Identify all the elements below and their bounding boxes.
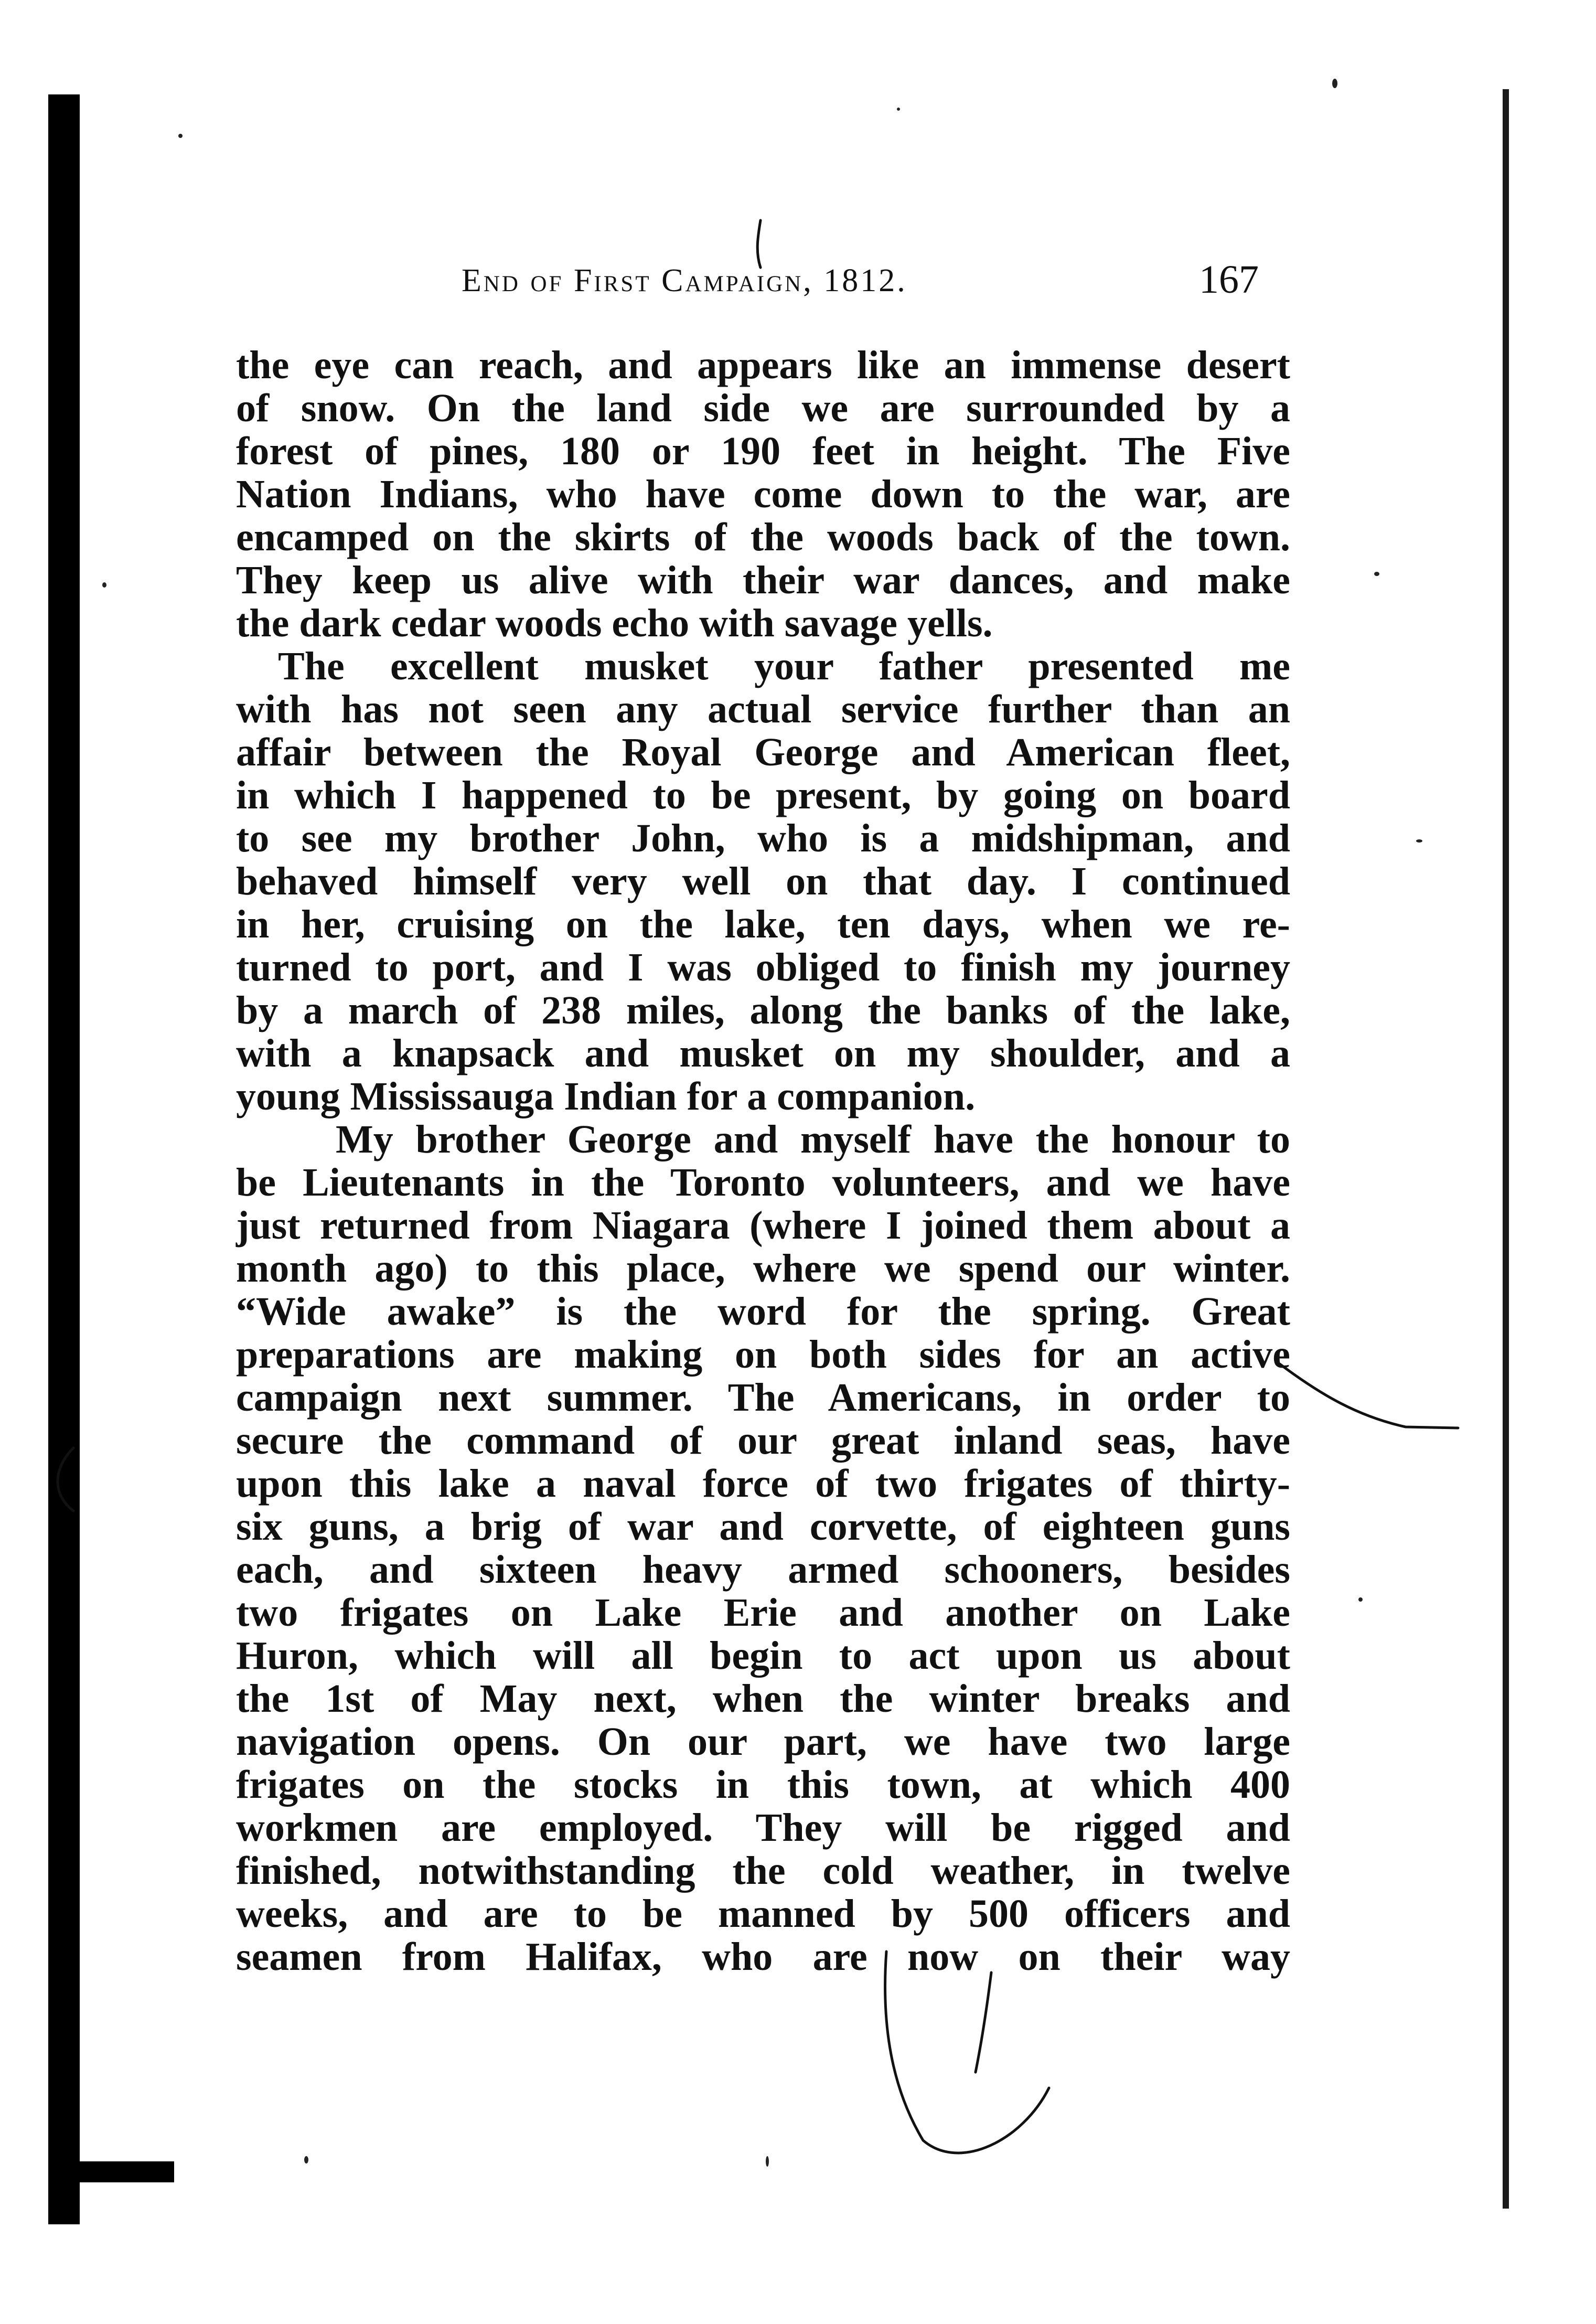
text-line: navigation opens. On our part, we have two large	[236, 1720, 1290, 1764]
scan-speck	[1332, 79, 1337, 88]
text-line: The excellent musket your father presented me	[278, 644, 1290, 688]
binding-shadow-foot	[48, 2161, 174, 2182]
running-head	[241, 257, 1269, 304]
text-line: be Lieutenants in the Toronto volunteers, and we have	[236, 1160, 1290, 1204]
text-line: workmen are employed. They will be rigged and	[236, 1806, 1290, 1850]
text-line: Huron, which will all begin to act upon us about	[236, 1634, 1290, 1678]
text-line: upon this lake a naval force of two frigates of thirty-	[236, 1462, 1290, 1506]
text-line: affair between the Royal George and American fleet,	[236, 730, 1290, 774]
text-line: My brother George and myself have the honour to	[336, 1117, 1290, 1161]
page-edge-line	[1503, 89, 1509, 2209]
text-line: turned to port, and I was obliged to finish my journey	[236, 945, 1290, 989]
text-line: weeks, and are to be manned by 500 officers and	[236, 1892, 1290, 1936]
text-line: encamped on the skirts of the woods back of the town.	[236, 515, 1290, 559]
text-line: six guns, a brig of war and corvette, of eighteen guns	[236, 1505, 1290, 1549]
scan-speck	[1374, 572, 1379, 576]
text-line: to see my brother John, who is a midshipman, and	[236, 816, 1290, 860]
text-line: the 1st of May next, when the winter breaks and	[236, 1677, 1290, 1721]
text-line: the eye can reach, and appears like an immense desert	[236, 343, 1290, 387]
text-line: Nation Indians, who have come down to the war, are	[236, 472, 1290, 516]
text-line: by a march of 238 miles, along the banks of the lake,	[236, 988, 1290, 1032]
pen-mark-stroke	[976, 1973, 991, 2072]
text-line: with a knapsack and musket on my shoulder, and a	[236, 1031, 1290, 1075]
text-line: frigates on the stocks in this town, at which 400	[236, 1763, 1290, 1807]
text-line: with has not seen any actual service further than an	[236, 687, 1290, 731]
text-line: They keep us alive with their war dances, and make	[236, 558, 1290, 602]
text-line: seamen from Halifax, who are now on their way	[236, 1935, 1290, 1979]
text-line: month ago) to this place, where we spend our winter.	[236, 1246, 1290, 1291]
scan-speck	[897, 108, 900, 111]
running-head-title: End of First Campaign, 1812.	[462, 263, 907, 299]
scan-speck	[178, 134, 183, 138]
text-line: the dark cedar woods echo with savage yells.	[236, 601, 993, 645]
body-text	[236, 344, 1290, 1978]
text-line: each, and sixteen heavy armed schooners, besides	[236, 1548, 1290, 1592]
text-line: young Mississauga Indian for a companion.	[236, 1074, 976, 1118]
text-line: preparations are making on both sides for an active	[236, 1332, 1290, 1377]
scan-speck	[304, 2156, 308, 2163]
text-line: in which I happened to be present, by going on board	[236, 773, 1290, 817]
text-line: two frigates on Lake Erie and another on Lake	[236, 1591, 1290, 1635]
page-number: 167	[1199, 258, 1259, 302]
text-line: campaign next summer. The Americans, in order to	[236, 1376, 1290, 1420]
scan-speck	[102, 582, 106, 588]
text-line: behaved himself very well on that day. I continued	[236, 859, 1290, 903]
text-line: in her, cruising on the lake, ten days, when we re-	[236, 902, 1290, 946]
pen-mark-loop	[885, 1952, 1049, 2153]
text-line: “Wide awake” is the word for the spring. Great	[236, 1289, 1290, 1334]
scan-speck	[1416, 839, 1422, 843]
text-line: just returned from Niagara (where I joined them about a	[236, 1203, 1290, 1248]
scan-speck	[1358, 1597, 1363, 1602]
binding-shadow	[48, 94, 80, 2224]
text-line: secure the command of our great inland seas, have	[236, 1419, 1290, 1463]
pen-mark-margin-line	[1280, 1364, 1458, 1428]
text-line: finished, notwithstanding the cold weather, in twelve	[236, 1849, 1290, 1893]
text-line: of snow. On the land side we are surrounded by a	[236, 386, 1290, 430]
scan-speck	[766, 2156, 769, 2167]
text-line: forest of pines, 180 or 190 feet in height. The Five	[236, 429, 1290, 473]
